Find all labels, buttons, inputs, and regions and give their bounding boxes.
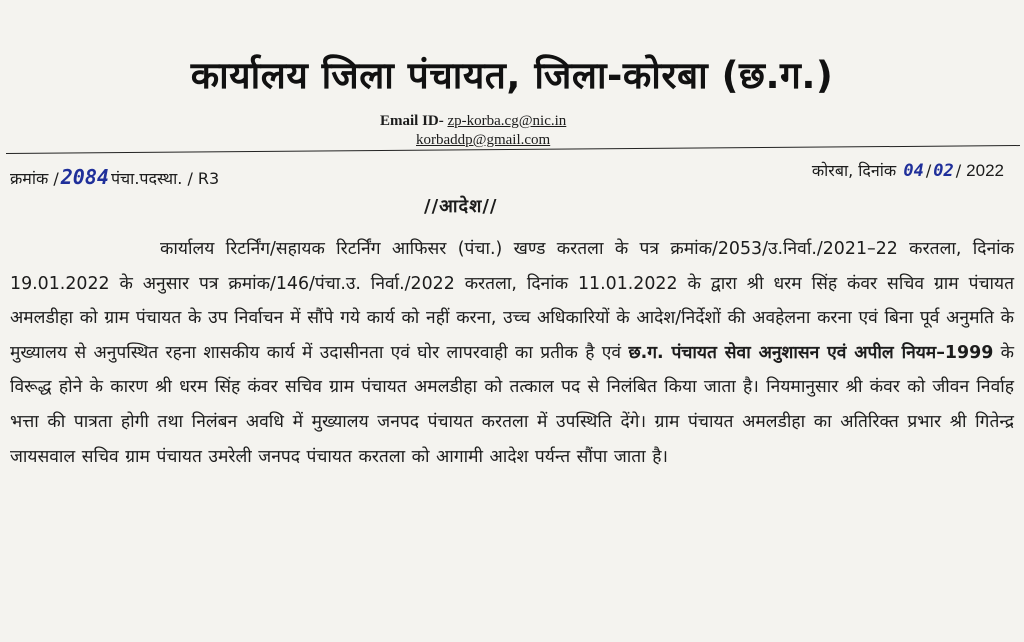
reference-suffix: पंचा.पदस्था. / R3 bbox=[110, 169, 220, 188]
handwritten-reference-number: 2084 bbox=[60, 165, 109, 189]
body-part-2: के विरूद्ध होने के कारण श्री धरम सिंह कंवर सचिव ग्राम पंचायत अमलडीहा को तत्काल पद से निलंबित किया जाता है। नियमानुसार श्री कंवर को जीवन निर्वाह भत्ता की पात्रता होगी तथा निलंबन अवधि में मुख्यालय जनपद पंचायत करतला में उपस्थिति देंगे। ग्राम पंचायत अमलडीहा का अतिरिक्त प्रभार श्री गितेन्द्र जायसवाल सचिव ग्राम पंचायत उमरेली जनपद पंचायत करतला को आगामी आदेश पर्यन्त सौंपा जाता है। bbox=[10, 342, 1015, 467]
order-heading: //आदेश// bbox=[424, 196, 498, 217]
email-link-2[interactable]: korbaddp@gmail.com bbox=[416, 132, 551, 148]
office-title: कार्यालय जिला पंचायत, जिला-कोरबा (छ.ग.) bbox=[190, 54, 834, 97]
email-line-1 bbox=[380, 112, 566, 131]
rule-name: छ.ग. पंचायत सेवा अनुशासन एवं अपील नियम–1999 bbox=[628, 342, 994, 363]
date-separator-2: / bbox=[955, 161, 962, 180]
handwritten-day: 04 bbox=[903, 161, 924, 181]
email-label: Email ID- bbox=[380, 113, 444, 129]
reference-prefix: क्रमांक / bbox=[10, 169, 59, 188]
order-date bbox=[812, 159, 1004, 181]
date-separator-1: / bbox=[925, 161, 932, 180]
handwritten-month: 02 bbox=[933, 161, 954, 181]
contact-block bbox=[380, 112, 566, 150]
reference-number bbox=[10, 165, 219, 189]
date-year: 2022 bbox=[966, 161, 1004, 180]
body-part-1: कार्यालय रिटर्निंग/सहायक रिटर्निंग आफिसर (पंचा.) खण्ड करतला के पत्र क्रमांक/2053/उ.निर्वा./2021–22 करतला, दिनांक 19.01.2022 के अनुसार पत्र क्रमांक/146/पंचा.उ. निर्वा./2022 करतला, दिनांक 11.01.2022 के द्वारा श्री धरम सिंह कंवर सचिव ग्राम पंचायत अमलडीहा को ग्राम पंचायत के उप निर्वाचन में सौंपे गये कार्य को नहीं करना, उच्च अधिकारियों के आदेश/निर्देशों की अवहेलना करना एवं बिना पूर्व अनुमति के मुख्यालय से अनुपस्थित रहना शासकीय कार्य में उदासीनता एवं घोर लापरवाही का प्रतीक है एवं bbox=[10, 239, 1014, 363]
date-prefix: कोरबा, दिनांक bbox=[811, 161, 897, 180]
email-link-1[interactable]: zp-korba.cg@nic.in bbox=[447, 113, 567, 129]
order-body bbox=[10, 232, 1014, 474]
